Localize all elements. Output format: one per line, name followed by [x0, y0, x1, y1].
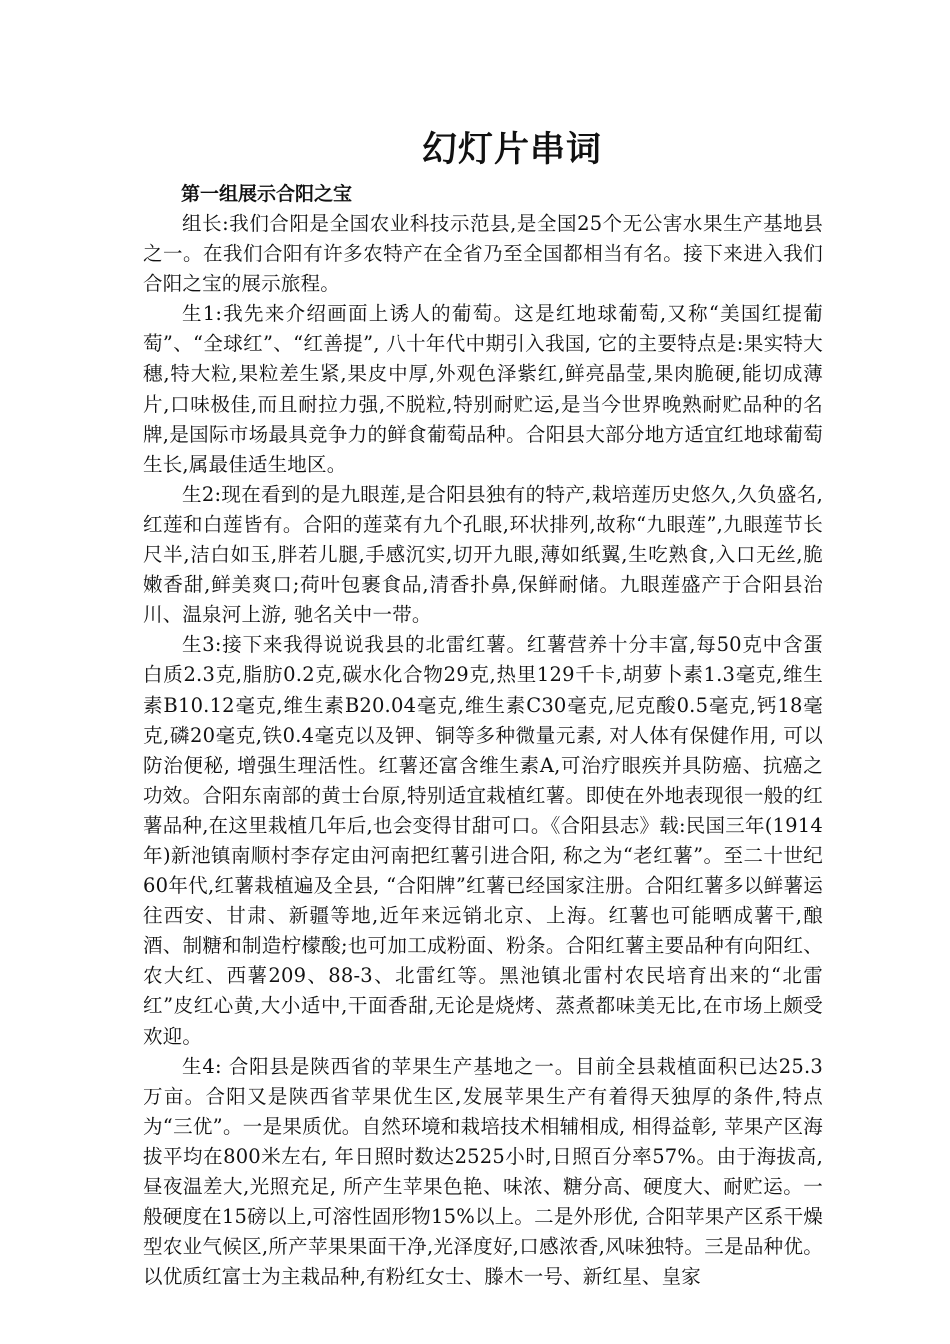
- paragraph-lotus-root: 生2:现在看到的是九眼莲,是合阳县独有的特产,栽培莲历史悠久,久负盛名,红莲和白莲皆有。合阳的莲菜有九个孔眼,环状排列,故称“九眼莲”,九眼莲节长尺半,洁白如玉,胖若儿腿,手感沉实,切开九眼,薄如纸翼,生吃熟食,入口无丝,脆嫩香甜,鲜美爽口;荷叶包裹食品,清香扑鼻,保鲜耐储。九眼莲盛产于合阳县治川、温泉河上游, 驰名关中一带。: [143, 482, 823, 627]
- paragraph-leader-intro: 组长:我们合阳是全国农业科技示范县,是全国25个无公害水果生产基地县之一。在我们合阳有许多农特产在全省乃至全国都相当有名。接下来进入我们合阳之宝的展示旅程。: [143, 212, 823, 296]
- paragraph-apples: 生4: 合阳县是陕西省的苹果生产基地之一。目前全县栽植面积已达25.3万亩。合阳又是陕西省苹果优生区,发展苹果生产有着得天独厚的条件,特点为“三优”。一是果质优。自然环境和栽培技术相辅相成, 相得益彰, 苹果产区海拔平均在800米左右, 年日照时数达2525小时,日照百分率57%。由于海拔高,昼夜温差大,光照充足, 所产生苹果色艳、味浓、糖分高、硬度大、耐贮运。一般硬度在15磅以上,可溶性固形物15%以上。二是外形优, 合阳苹果产区系干燥型农业气候区,所产苹果果面干净,光泽度好,口感浓香,风味独特。三是品种优。以优质红富士为主栽品种,有粉红女士、滕木一号、新红星、皇家: [143, 1054, 823, 1289]
- paragraph-grapes: 生1:我先来介绍画面上诱人的葡萄。这是红地球葡萄,又称“美国红提葡萄”、“全球红”、“红善提”, 八十年代中期引入我国, 它的主要特点是:果实特大穗,特大粒,果粒差生紧,果皮中厚,外观色泽紫红,鲜亮晶莹,果肉脆硬,能切成薄片,口味极佳,而且耐拉力强,不脱粒,特别耐贮运,是当今世界晚熟耐贮品种的名牌,是国际市场最具竞争力的鲜食葡萄品种。合阳县大部分地方适宜红地球葡萄生长,属最佳适生地区。: [143, 302, 823, 476]
- section-heading: 第一组展示合阳之宝: [181, 183, 353, 205]
- paragraph-sweet-potato: 生3:接下来我得说说我县的北雷红薯。红薯营养十分丰富,每50克中含蛋白质2.3克,脂肪0.2克,碳水化合物29克,热里129千卡,胡萝卜素1.3毫克,维生素B10.12毫克,维生素B20.04毫克,维生素C30毫克,尼克酸0.5毫克,钙18毫克,磷20毫克,铁0.4毫克以及钾、铜等多种微量元素, 对人体有保健作用, 可以防治便秘, 增强生理活性。红薯还富含维生素A,可治疗眼疾并具防癌、抗癌之功效。合阳东南部的黄士台原,特别适宜栽植红薯。即使在外地表现很一般的红薯品种,在这里栽植几年后,也会变得甘甜可口。《合阳县志》载:民国三年(1914年)新池镇南顺村李存定由河南把红薯引进合阳, 称之为“老红薯”。至二十世纪60年代,红薯栽植遍及全县, “合阳牌”红薯已经国家注册。合阳红薯多以鲜薯运往西安、甘肃、新疆等地,近年来远销北京、上海。红薯也可能晒成薯干,酿酒、制糖和制造柠檬酸;也可加工成粉面、粉条。合阳红薯主要品种有向阳红、农大红、西薯209、88-3、北雷红等。黑池镇北雷村农民培育出来的“北雷红”皮红心黄,大小适中,干面香甜,无论是烧烤、蒸煮都味美无比,在市场上颇受欢迎。: [143, 633, 823, 1048]
- document-page: [143, 120, 823, 1292]
- document-title: 幻灯片串词: [421, 129, 602, 170]
